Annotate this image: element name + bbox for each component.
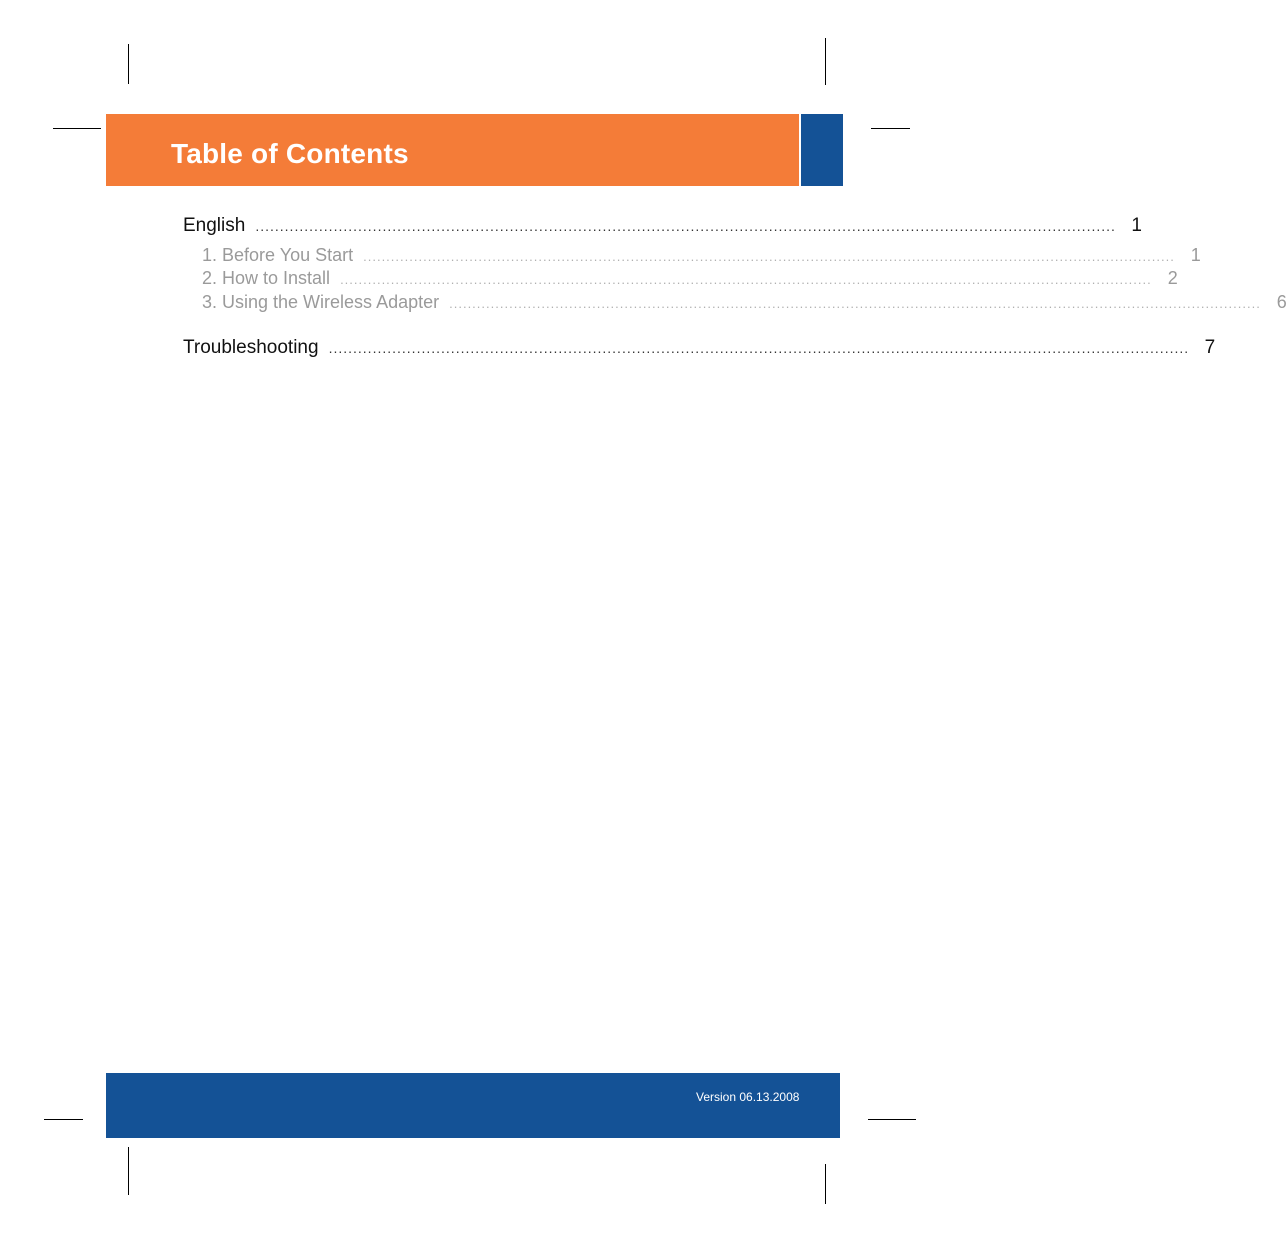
toc-entry-troubleshooting[interactable] [183, 337, 1216, 359]
crop-mark-bottom-left-vertical [128, 1147, 129, 1195]
crop-mark-top-right-horizontal [871, 128, 910, 129]
page-title: Table of Contents [171, 138, 409, 169]
toc-leader-dots: ................................................................................................................................................................................ [340, 272, 1152, 287]
toc-entry-label: 3. Using the Wireless Adapter [202, 292, 440, 312]
crop-mark-bottom-right-vertical [825, 1164, 826, 1204]
crop-mark-top-left-horizontal [53, 128, 101, 129]
toc-entry-label: English [183, 215, 246, 236]
toc-entry-how-to-install[interactable] [202, 268, 1178, 289]
toc-leader-dots: ................................................................................................................................................................................ [449, 296, 1261, 311]
toc-entry-label: Troubleshooting [183, 337, 319, 358]
toc-entry-label: 1. Before You Start [202, 245, 354, 265]
header-accent-block [801, 114, 843, 186]
toc-entry-before-you-start[interactable] [202, 245, 1201, 266]
toc-entry-english[interactable] [183, 215, 1142, 237]
toc-entry-using-the-wireless-adapter[interactable] [202, 292, 1287, 313]
toc-entry-page: 1 [1190, 245, 1201, 265]
crop-mark-top-right-vertical [825, 38, 826, 85]
toc-leader-dots: ................................................................................................................................................................................ [255, 218, 1116, 234]
crop-mark-top-left-vertical [128, 44, 129, 84]
toc-entry-page: 2 [1167, 268, 1178, 288]
toc-entry-page: 7 [1204, 337, 1216, 358]
toc-leader-dots: ................................................................................................................................................................................ [363, 249, 1175, 264]
toc-entry-label: 2. How to Install [202, 268, 331, 288]
crop-mark-bottom-right-horizontal [868, 1119, 916, 1120]
toc-entry-page: 6 [1276, 292, 1287, 312]
toc-leader-dots: ................................................................................................................................................................................ [328, 340, 1190, 356]
crop-mark-bottom-left-horizontal [44, 1119, 83, 1120]
version-label: Version 06.13.2008 [696, 1090, 800, 1104]
toc-entry-page: 1 [1131, 215, 1142, 236]
footer-band [106, 1073, 840, 1138]
